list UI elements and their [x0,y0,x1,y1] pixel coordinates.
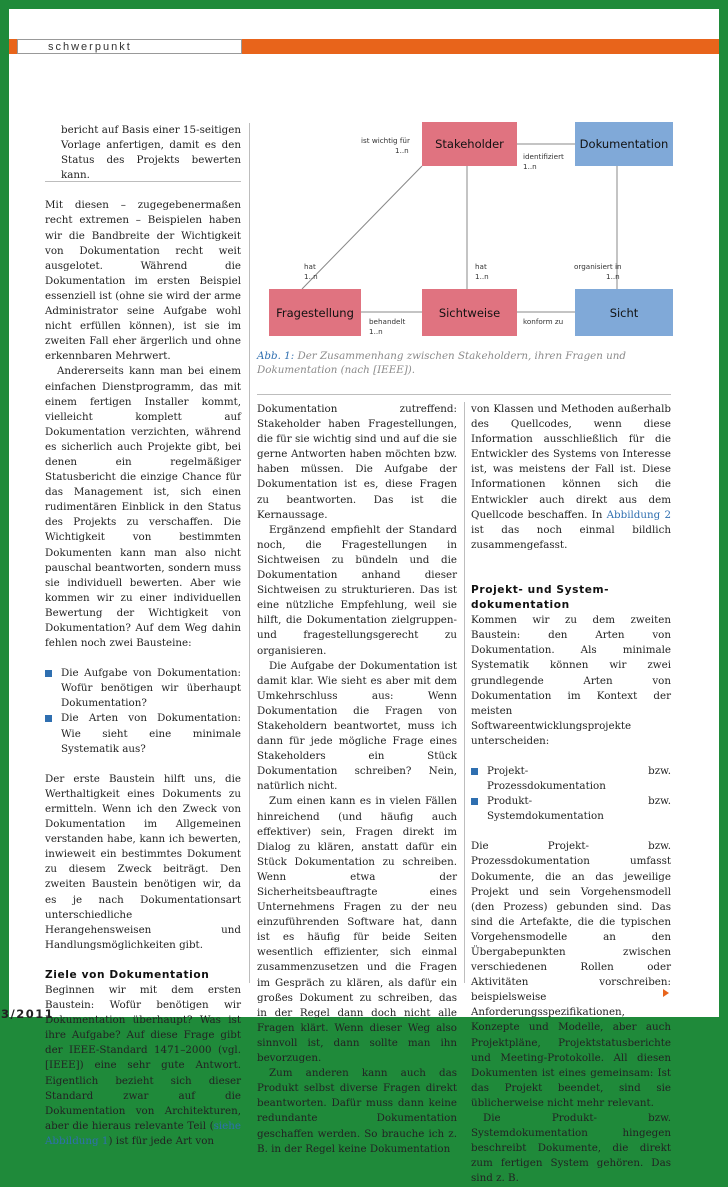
caption-number: Abb. 1: [257,350,295,362]
column-right [471,402,671,1187]
paragraph: Kommen wir zu dem zweiten Baustein: den Arten von Dokumentation. Als minimale Systematik können wir zwei grundlegende Arten von Dokumentation im Kontext der meisten Softwareentwicklungsprojekte unterscheiden: [471,614,671,747]
figure-link[interactable]: Abbildung 2 [606,508,671,521]
label-identifiziert-mult: 1..n [523,162,537,171]
column-middle [257,402,457,1157]
bullet-square-icon [471,798,478,805]
issue-number: 3/2011 [1,1007,55,1021]
paragraph: Die Projekt- bzw. Prozessdokumentation umfasst Dokumente, die an das jeweilige Projekt und sein Vorgehensmodell (den Prozess) gebunden sind. Das sind die Artefakte, die die typischen Vorgehensmodelle an den Übergabepunkten zwischen verschiedenen Rollen oder Aktivitäten vorschreiben: beispielsweise Anforderungsspezifikationen, Konzepte und Modelle, aber auch Projektpläne, Projektstatusberichte und Meeting-Protokolle. All diesen Dokumenten ist eines gemeinsam: Ist das Projekt beendet, sind sie üblicherweise nicht mehr relevant. [471,840,671,1109]
box-dokumentation: Dokumentation [575,122,673,166]
label-hat-mid: hat [475,262,487,271]
figure-link[interactable]: siehe Abbildung 1 [45,1119,241,1147]
label-ist-wichtig-mult: 1..n [395,146,409,155]
bullet-square-icon [45,715,52,722]
box-sicht: Sicht [575,289,673,336]
box-sichtweise: Sichtweise [422,289,517,336]
column-rule-right [464,402,465,983]
bullet-square-icon [471,768,478,775]
paragraph: Die Produkt- bzw. Systemdokumentation hingegen beschreibt Dokumente, die direkt zum fertigen System gehören. Das sind z. B. [471,1112,671,1185]
bullet-list [471,764,671,824]
intro-text: bericht auf Basis einer 15-seitigen Vorlage anfertigen, damit es den Status des Projekts bewerten kann. [61,124,241,182]
label-behandelt: behandelt [369,317,406,326]
label-behandelt-mult: 1..n [369,327,383,336]
bullet-list [45,666,241,757]
paragraph: Dokumentation zutreffend: Stakeholder haben Fragestellungen, die für sie wichtig sind und auf die sie gerne Antworten haben möchten bzw. haben müssen. Die Aufgabe der Dokumentation ist es, diese Fragen zu beantworten. Das ist die Kernaussage. [257,403,457,521]
box-stakeholder: Stakeholder [422,122,517,166]
label-konform-zu: konform zu [523,317,564,326]
list-item: Die Aufgabe von Dokumentation: Wofür benötigen wir überhaupt Dokumentation? [45,666,241,711]
list-item: Projekt- bzw. Prozessdokumentation [471,764,671,794]
section-heading: Ziele von Dokumentation [45,968,210,981]
column-rule-left [249,123,250,983]
label-ist-wichtig-fuer: ist wichtig für [361,136,410,145]
paragraph: Ergänzend empfiehlt der Standard noch, die Fragestellungen in Sichtweisen zu bündeln und die Dokumentation anhand dieser Sichtweisen zu strukturieren. Das ist eine nützliche Empfehlung, weil sie hilft, die Dokumentation zielgruppen- und fragestellungsgerecht zu organisieren. [257,523,457,657]
label-hat-left-mult: 1..n [304,272,318,281]
paragraph: Zum einen kann es in vielen Fällen hinreichend (und häufig auch effektiver) sein, Fragen direkt im Dialog zu klären, anstatt dafür ein Stück Dokumentation zu schreiben. Wenn etwa der Sicherheitsbeauftragte eines Unternehmens Fragen zu der neu einzuführenden Software hat, dann ist es häufig für beide Seiten wesentlich effizienter, sich einmal zusammenzusetzen und die Fragen im Gespräch zu klären, als dafür ein großes Dokument zu schreiben, das in der Regel dann doch nicht alle Fragen klärt. Wenn dieser Weg also sinnvoll ist, dann sollte man ihn bevorzugen. [257,795,457,1065]
label-hat-left: hat [304,262,316,271]
figure-caption [257,349,629,377]
label-hat-mid-mult: 1..n [475,272,489,281]
label-organisiert-in: organisiert in [574,262,622,271]
paragraph: Der erste Baustein hilft uns, die Werthaltigkeit eines Dokuments zu ermitteln. Wenn ich den Zweck von Dokumentation im Allgemeinen verstanden habe, kann ich bewerten, inwieweit ein bestimmtes Dokument zu diesem Zweck beiträgt. Den zweiten Baustein benötigen wir, da es je nach Dokumentationsart unterschiedliche Herangehensweisen und Handlungsmöglichkeiten gibt. [45,772,241,951]
paragraph: Andererseits kann man bei einem einfachen Dienstprogramm, das mit einem fertigen Installer kommt, vielleicht komplett auf Dokumentation verzichten, während es sicherlich auch Projekte gibt, bei denen ein regelmäßiger Statusbericht die einzige Chance für das Management ist, sich einen rudimentären Einblick in den Status des Projekts zu verschaffen. Die Wichtigkeit von bestimmten Dokumenten kann man also nicht pauschal beantworten, sondern muss sie individuell bewerten. Aber wie kommen wir zu einer individuellen Bewertung der Wichtigkeit von Dokumentation? Auf dem Weg dahin fehlen noch zwei Bausteine: [45,365,241,650]
continue-arrow-icon [663,989,669,997]
list-item: Die Arten von Dokumentation: Wie sieht eine minimale Systematik aus? [45,711,241,756]
paragraph: Mit diesen – zugegebenermaßen recht extremen – Beispielen haben wir die Bandbreite der Wichtigkeit von Dokumentation recht weit ausgelotet. Während die Dokumentation im ersten Beispiel essenziell ist (ohne sie wird der arme Administrator seine Aufgabe wohl nicht erfüllen können), ist sie im zweiten Fall eher ärgerlich und ohne erkennbaren Mehrwert. [45,199,241,363]
figure-stakeholder-diagram [257,104,669,336]
column-left [45,123,241,1149]
label-identifiziert: identifiziert [523,152,564,161]
bullet-square-icon [45,670,52,677]
connector-stakeholder-fragestellung [302,166,422,289]
paragraph: Zum anderen kann auch das Produkt selbst diverse Fragen direkt beantworten. Dafür muss dann keine redundante Dokumentation geschaffen werden. So brauche ich z. B. in der Regel keine Dokumentation [257,1067,457,1155]
paragraph: von Klassen und Methoden außerhalb des Quellcodes, wenn diese Information ausschließlich für die Entwickler des Systems von Interesse ist, was meistens der Fall ist. Diese Informationen können sich die Entwickler auch direkt aus dem Quellcode beschaffen. In Abbildung 2 ist das noch einmal bildlich zusammengefasst. [471,403,671,551]
section-heading: Projekt- und System-dokumentation [471,583,610,612]
magazine-page [9,9,719,1185]
paragraph: Die Aufgabe der Dokumentation ist damit klar. Wie sieht es aber mit dem Umkehrschluss aus: Wenn Dokumentation die Fragen von Stakeholdern beantwortet, muss ich dann für jede mögliche Frage eines Stakeholders ein Stück Dokumentation schreiben? Nein, natürlich nicht. [257,659,457,793]
list-item: Produkt- bzw. Systemdokumentation [471,794,671,824]
caption-text: Der Zusammenhang zwischen Stakeholdern, ihren Fragen und Dokumentation (nach [IEEE]). [257,350,627,376]
paragraph: Beginnen wir mit dem ersten Baustein: Wofür benötigen wir Dokumentation überhaupt? Was ist ihre Aufgabe? Auf diese Frage gibt der IEEE-Standard 1471–2000 (vgl. [IEEE]) eine sehr gute Antwort. Eigentlich bezieht sich dieser Standard zwar auf die Dokumentation von Architekturen, aber die hieraus relevante Teil (siehe Abbildung 1) ist für jede Art von [45,983,241,1147]
caption-separator [257,394,671,395]
box-fragestellung: Fragestellung [269,289,361,336]
section-label: schwerpunkt [17,39,242,54]
label-organisiert-mult: 1..n [606,272,620,281]
